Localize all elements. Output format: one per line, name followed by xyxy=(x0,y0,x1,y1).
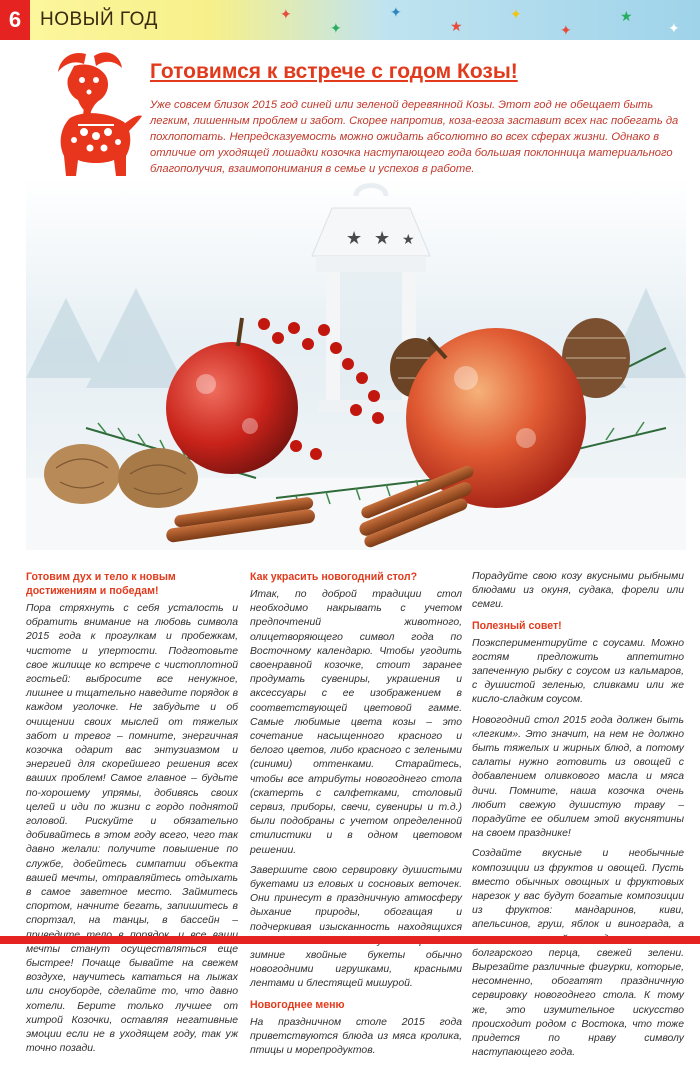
goat-icon xyxy=(34,48,144,188)
paragraph: Итак, по доброй традиции стол необходимо накрывать с учетом предпочтений животного, олицетворяющего символ года по Восточному календарю. Чтобы угодить своенравной козочке, стоит заранее продумать сувениры, украшения и аксессуары с ее изображением в соответствующей цветовой гамме. Самые любимые цвета козы – это сочетание насыщенного красного и белого цветов, либо красного с зелеными (синими) оттенками. Старайтесь, чтобы все атрибуты новогоднего стола (скатерть с салфетками, столовый сервиз, приборы, свечи, сувениры и т.д.) были подобраны с учетом определенной стилистики и в одном цветовом решении. xyxy=(250,589,462,856)
star-icon: ✦ xyxy=(560,22,572,38)
svg-text:★: ★ xyxy=(374,228,391,248)
column-heading: Как украсить новогодний стол? xyxy=(250,571,418,583)
star-icon: ✦ xyxy=(390,4,402,20)
text-column-1 xyxy=(26,570,238,1063)
page-number: 6 xyxy=(0,0,30,40)
star-icon: ★ xyxy=(450,18,463,34)
paragraph: Пора стряхнуть с себя усталость и обратить внимание на любовь символа 2015 года к прогулкам и пробежкам, чистоте и упертости. Подготовьте свое жилище ко встрече с чистоплотной гостьей: выбросите все ненужное, лишнее и тщательно наведите порядок в каждом уголочке. Не забудьте и об очищении своих мыслей от тяжелых забот и тревог – помните, энергичная козочка одарит вас энтузиазмом и энергией для скорейшего решения всех ваших проблем! Самое главное – будьте по-хорошему упрямы, добивясь своих целей и иди по жизни с гордо поднятой головой. Рискуйте и обязательно добивайтесь в этом году всего, чего так давно желали: получите повышение по службе, добейтесь симпатии объекта вашей мечты, отправляйтесь отдыхать в самое заветное место. Займитесь спортом, начните бегать, запишитесь в спортзал, на танцы, в бассейн – мечты станут осуществляться еще быстрее! Почаще бывайте на свежем воздухе, научитесь кататься на лыжах или сноуборде, сделайте то, что давно хотели. Берите только лучшее от хитрой Козочки, оставляя негативные эмоции если не в уходящем году, так уж точно позади. xyxy=(26,603,238,1055)
paragraph: Порадуйте свою козу вкусными рыбными блюдами из окуня, судака, форели или семги. xyxy=(472,571,684,611)
svg-text:★: ★ xyxy=(402,231,415,247)
footer-bar xyxy=(0,936,700,944)
paragraph: Поэкспериментируйте с соусами. Можно гостям предложить аппетитно запеченную рыбку с соусом из кальмаров, с душистой зеленью, сливками или же кисло-сладким соусом. xyxy=(472,637,684,706)
christmas-still-life-photo xyxy=(26,178,686,550)
column-heading: Готовим дух и тело к новым достижениям и победам! xyxy=(26,571,176,597)
star-icon: ✦ xyxy=(668,20,680,36)
column-heading: Полезный совет! xyxy=(472,619,562,632)
paragraph: На праздничном столе 2015 года приветствуются блюда из мяса кролика, птицы и морепродуктов. xyxy=(250,1016,462,1057)
text-column-2 xyxy=(250,570,462,1064)
star-icon: ★ xyxy=(620,8,633,24)
star-icon: ✦ xyxy=(280,6,292,22)
star-icon: ✦ xyxy=(510,6,522,22)
header-band xyxy=(0,0,700,40)
star-icon: ✦ xyxy=(330,20,342,36)
section-title: НОВЫЙ ГОД xyxy=(40,9,158,30)
paragraph: Новогодний стол 2015 года должен быть «легким». Это значит, на нем не должно быть тяжелых и жирных блюд, а потому салаты нужно готовить из овощей с добавлением оливкового масла и мяса дичи. Помните, наша козочка очень любит свежую душистую траву – порадуйте ее обилием этой вкуснятины на своем празднике! xyxy=(472,714,684,840)
svg-text:★: ★ xyxy=(346,228,363,248)
paragraph: Создайте вкусные и необычные композиции из фруктов и овощей. Пусть вместо обычных овощных и фруктовых нарезок у вас будут богатые композиции из фруктов: мандаринов, киви, апельсинов, груш, яблок и винограда, а болгарского перца, свежей зелени. Вырезайте различные фигурки, которые, несомненно, обогатят праздничную сервировку новогоднего стола. К тому же, это изумительное искусство происходит родом с Востока, что тоже придется по нраву символу наступающего года. xyxy=(472,848,684,1059)
column-heading: Новогоднее меню xyxy=(250,998,345,1011)
text-column-3 xyxy=(472,570,684,1067)
article-intro: Уже совсем близок 2015 год синей или зеленой деревянной Козы. Этот год не обещает быть легким, лишенным проблем и забот. Скорее напротив, коза-егоза заставит всех нас побегать да похлопотать. Непредсказуемость можно ожидать абсолютно во всех сферах жизни. Однако в отличие от уходящей лошадки козочка наступающего года большая поклонница материального благополучия, взаимопонимания в семье и успехов в работе. xyxy=(150,99,679,175)
article-title: Готовимся к встрече с годом Козы! xyxy=(150,60,518,83)
paragraph: Завершите свою сервировку душистыми букетами из еловых и сосновых веточек. Они принесут в праздничную атмосферу дыхание природы, обогащая и подчеркивая изысканность находящихся зимние хвойные букеты обычно новогодними игрушками, красными лентами и блестящей мишурой. xyxy=(250,864,462,990)
